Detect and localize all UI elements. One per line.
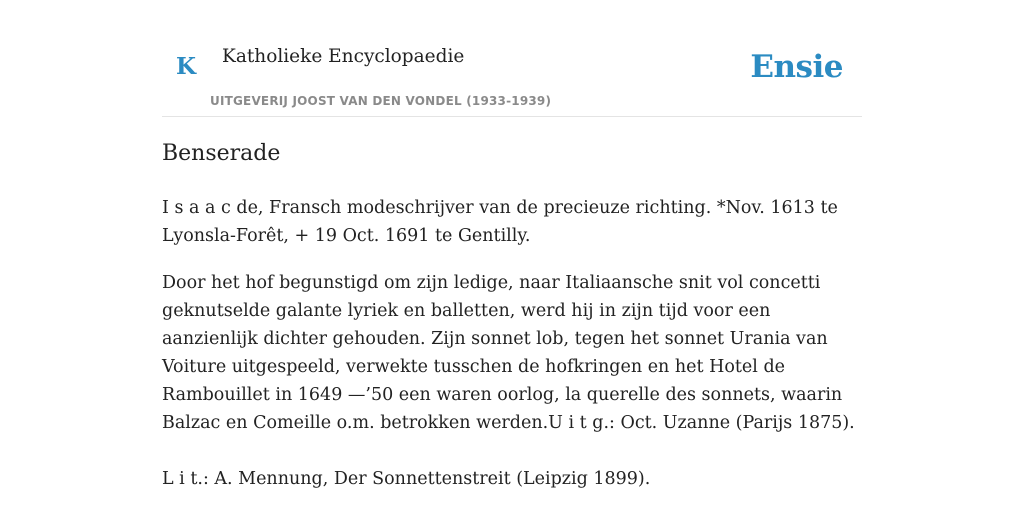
article xyxy=(162,138,862,493)
site-title[interactable]: Katholieke Encyclopaedie xyxy=(222,46,465,67)
encyclopedia-logo[interactable]: K xyxy=(176,53,196,80)
article-title: Benserade xyxy=(162,141,281,166)
article-literature: L i t.: A. Mennung, Der Sonnettenstreit (Leipzig 1899). xyxy=(162,469,651,489)
site-header xyxy=(162,0,862,117)
article-paragraph: I s a a c de, Fransch modeschrijver van de precieuze richting. *Nov. 1613 te Lyonsla-Forêt, + 19 Oct. 1691 te Gentilly. xyxy=(162,198,838,246)
ensie-brand-link[interactable]: Ensie xyxy=(750,49,843,85)
article-paragraph: Door het hof begunstigd om zijn ledige, naar Italiaansche snit vol concetti geknutselde galante lyriek en balletten, werd hij in zijn tijd voor een aanzienlijk dichter gehouden. Zijn sonnet lob, tegen het sonnet Urania van Voiture uitgespeeld, verwekte tusschen de hofkringen en het Hotel de Rambouillet in 1649 —’50 een waren oorlog, la querelle des sonnets, waarin Balzac en Comeille o.m. betrokken werden.U i t g.: Oct. Uzanne (Parijs 1875). xyxy=(162,273,855,433)
publisher-subtitle: UITGEVERIJ JOOST VAN DEN VONDEL (1933-1939) xyxy=(210,94,552,108)
